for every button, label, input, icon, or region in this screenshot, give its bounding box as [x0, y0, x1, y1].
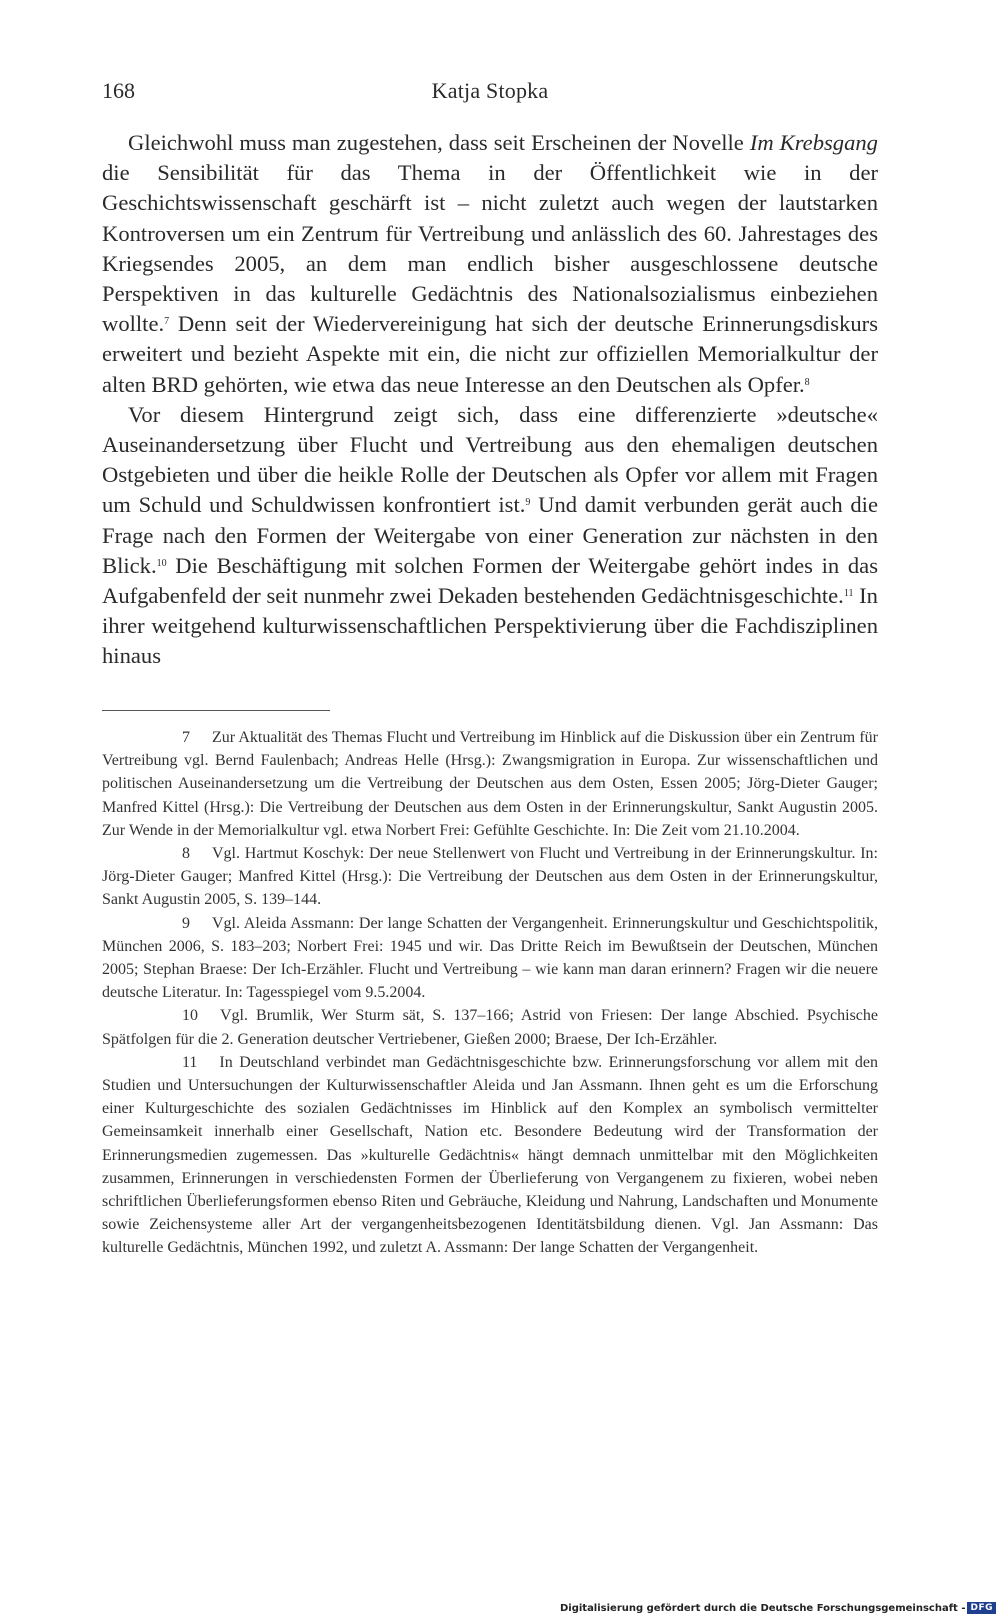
dfg-logo-icon: DFG — [967, 1602, 996, 1614]
footnote-text: Vgl. Hartmut Koschyk: Der neue Stellenwert von Flucht und Vertreibung in der Erinnerungskultur. In: Jörg-Dieter Gauger; Manfred Kittel (Hrsg.): Die Vertreibung der Deutschen aus dem Osten in der Erinnerungskultur, Sankt Augustin 2005, S. 139–144. — [102, 845, 878, 909]
footnote-number: 10 — [182, 1007, 198, 1025]
footnote-text: Vgl. Aleida Assmann: Der lange Schatten der Vergangenheit. Erinnerungskultur und Geschichtspolitik, München 2006, S. 183–203; Norbert Frei: 1945 und wir. Das Dritte Reich im Bewußtsein der Deutschen, München 2005; Stephan Braese: Der Ich-Erzähler. Flucht und Vertreibung – wie kann man daran erinnern? Fragen wir die neuere deutsche Literatur. In: Tagesspiegel vom 9.5.2004. — [102, 914, 878, 1002]
footnote — [102, 842, 878, 912]
funding-banner — [560, 1600, 996, 1616]
text-segment: die Sensibilität für das Thema in der Öffentlichkeit wie in der Geschichtswissenschaft geschärft ist – nicht zuletzt auch wegen der lautstarken Kontroversen um ein Zentrum für Vertreibung und anlässlich des 60. Jahrestages des Kriegsendes 2005, an dem man endlich bisher ausgeschlossene deutsche Perspektiven in das kulturelle Gedächtnis des Nationalsozialismus einbeziehen wollte. — [102, 160, 878, 337]
text-segment: Vor diesem Hintergrund zeigt sich, dass eine differenzierte »deutsche« Auseinandersetzung über Flucht und Vertreibung aus den ehemaligen deutschen Ostgebieten und über die heikle Rolle der Deutschen als Opfer vor allem mit Fragen um Schuld und Schuldwissen konfrontiert ist. — [102, 401, 878, 518]
text-segment: Gleichwohl muss man zugestehen, dass seit Erscheinen der Novelle — [128, 130, 750, 155]
footnote — [102, 1004, 878, 1050]
footnote-reference[interactable]: 11 — [843, 588, 854, 600]
funding-text: Digitalisierung gefördert durch die Deutsche Forschungsgemeinschaft - — [559, 1602, 966, 1614]
footnote — [102, 726, 878, 842]
running-head-author: Katja Stopka — [431, 78, 549, 103]
footnote-number: 11 — [182, 1053, 198, 1071]
book-title: Im Krebsgang — [749, 130, 878, 155]
footnote-text: Zur Aktualität des Themas Flucht und Vertreibung im Hinblick auf die Diskussion über ein Zentrum für Vertreibung vgl. Bernd Faulenbach; Andreas Helle (Hrsg.): Zwangsmigration in Europa. Zur wissenschaftlichen und politischen Auseinandersetzung um die Vertreibung der Deutschen aus dem Osten, Essen 2005; Jörg-Dieter Gauger; Manfred Kittel (Hrsg.): Die Vertreibung der Deutschen aus dem Osten in der Erinnerungskultur, Sankt Augustin 2005. Zur Wende in der Memorialkultur vgl. etwa Norbert Frei: Gefühlte Geschichte. In: Die Zeit vom 21.10.2004. — [102, 729, 878, 839]
text-segment: Denn seit der Wiedervereinigung hat sich der deutsche Erinnerungsdiskurs erweitert und bezieht Aspekte mit ein, die nicht zur offiziellen Memorialkultur der alten BRD gehörten, wie etwa das neue Interesse an den Deutschen als Opfer. — [102, 311, 878, 397]
page-header — [102, 78, 878, 110]
text-segment: Die Beschäftigung mit solchen Formen der Weitergabe gehört indes in das Aufgabenfeld der seit nunmehr zwei Dekaden bestehenden Gedächtnisgeschichte. — [102, 552, 878, 609]
text-segment: Und damit verbunden gerät auch die Frage nach den Formen der Weitergabe von einer Generation zur nächsten in den Blick. — [102, 492, 878, 578]
footnote-reference[interactable]: 7 — [164, 316, 170, 328]
footnote-reference[interactable]: 9 — [525, 497, 531, 509]
page-number: 168 — [102, 78, 135, 103]
text-segment: In ihrer weitgehend kulturwissenschaftlichen Perspektivierung über die Fachdisziplinen hinaus — [102, 583, 878, 669]
paragraph — [102, 128, 878, 400]
footnote-separator — [102, 710, 330, 711]
footnote-text: In Deutschland verbindet man Gedächtnisgeschichte bzw. Erinnerungsforschung vor allem mit den Studien und Untersuchungen der Kulturwissenschaftler Aleida und Jan Assmann. Ihnen geht es um die Erforschung einer Kulturgeschichte des sozialen Gedächtnisses im Hinblick auf den Komplex an symbolisch vermittelter Gemeinsamkeit innerhalb einer Gesellschaft, Nation etc. Besondere Bedeutung wird der Transformation der Erinnerungsmedien zugemessen. Das »kulturelle Gedächtnis« hängt demnach unmittelbar mit den Möglichkeiten zusammen, Erinnerungen in verschiedensten Formen der Überlieferung von Vergangenem zu fixieren, wobei neben schriftlichen Überlieferungsformen ebenso Riten und Gebräuche, Kleidung und Nahrung, Landschaften und Monumente sowie Zeichensysteme aller Art der vergangenheitsbezogenen Identitätsbildung dienen. Vgl. Jan Assmann: Das kulturelle Gedächtnis, München 1992, und zuletzt A. Assmann: Der lange Schatten der Vergangenheit. — [102, 1053, 878, 1257]
footnote-reference[interactable]: 8 — [804, 376, 810, 388]
body-text — [102, 128, 878, 672]
footnote — [102, 1051, 878, 1260]
footnote — [102, 912, 878, 1005]
footnote-text: Vgl. Brumlik, Wer Sturm sät, S. 137–166; Astrid von Friesen: Der lange Abschied. Psychische Spätfolgen für die 2. Generation deutscher Vertriebener, Gießen 2000; Braese, Der Ich-Erzähler. — [102, 1007, 878, 1048]
footnote-number: 7 — [182, 729, 190, 746]
paragraph — [102, 400, 878, 672]
footnotes — [102, 726, 878, 1260]
footnote-reference[interactable]: 10 — [156, 557, 167, 569]
footnote-number: 9 — [182, 914, 190, 932]
footnote-number: 8 — [182, 845, 190, 863]
